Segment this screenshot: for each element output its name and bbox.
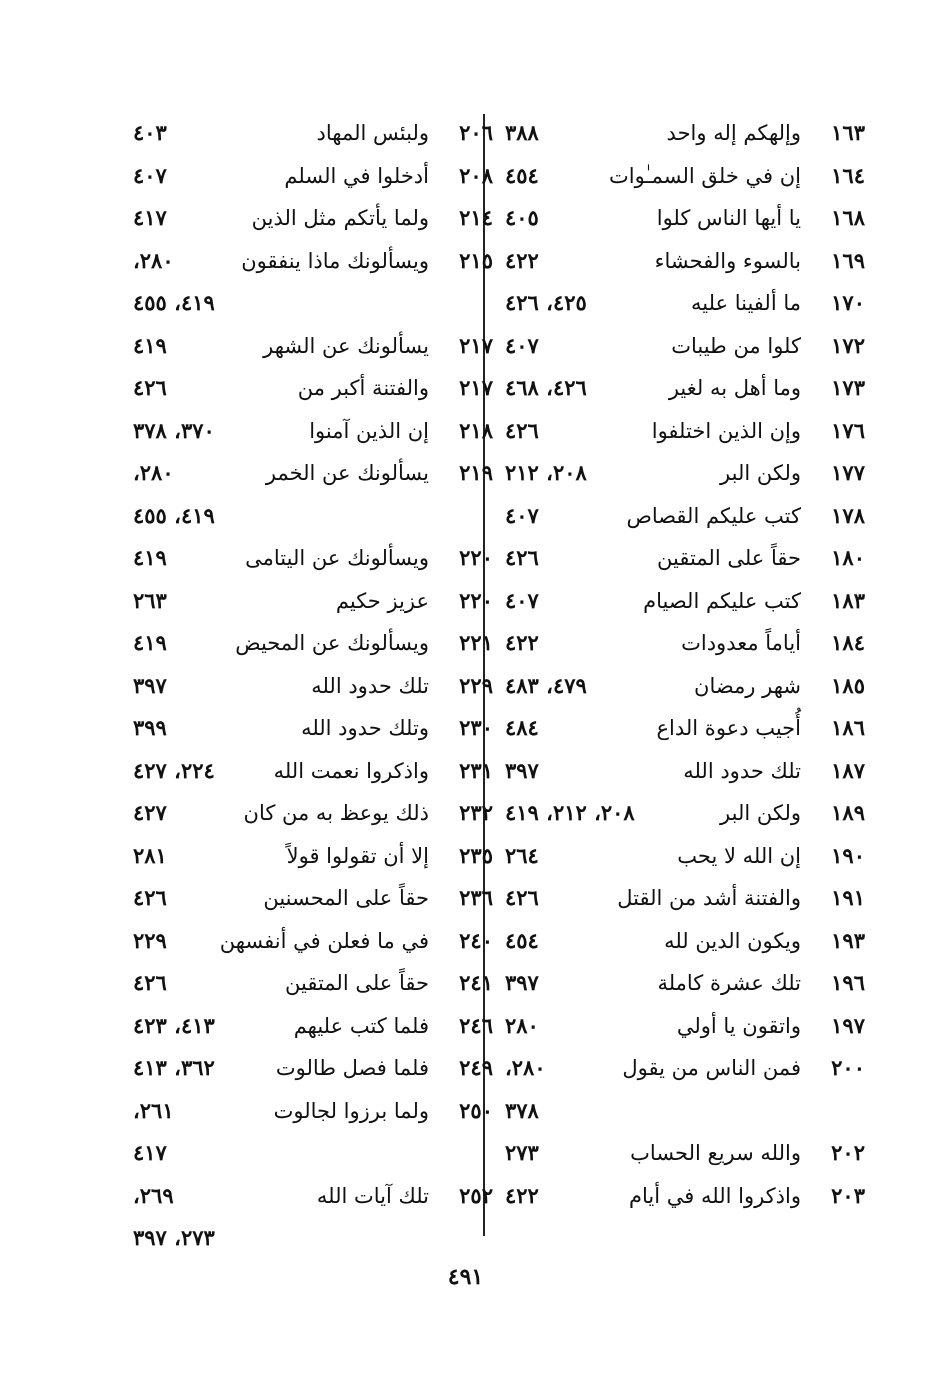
index-entry [505,792,865,835]
verse-text: ما ألفينا عليه [690,291,801,315]
verse-text: أياماً معدودات [681,631,801,655]
index-entry [505,707,865,750]
index-entry [133,452,493,495]
page-references: ٣٩٧ [133,672,167,698]
verse-text: وإلهكم إله واحد [666,121,801,145]
page-references: ٤٨٤ [505,715,539,740]
verse-number: ١٩٠ [831,842,865,868]
page-references: ٣٨٨ [505,120,539,145]
verse-number: ٢٤٦ [459,1012,493,1038]
verse-number: ٢٠٠ [831,1055,865,1080]
page-references: ٤٠٧ [505,587,539,613]
index-entry [505,877,865,920]
verse-number: ١٧٦ [831,417,865,443]
index-entry [505,240,865,283]
page-references: ٤٠٧ [505,332,539,358]
verse-text: والفتنة أشد من القتل [617,886,801,910]
verse-number: ٢٢٩ [459,672,493,698]
verse-text: حقاً على المتقين [657,546,801,570]
page-references: ٣٩٧ [505,970,539,995]
verse-number: ٢٤١ [459,970,493,995]
page-references: ٤١٧ [133,1140,167,1165]
index-entry [133,495,493,538]
verse-text: إلا أن تقولوا قولاً [286,843,429,868]
verse-number: ١٧٢ [831,332,865,358]
verse-text: ولكن البر [720,801,801,825]
index-entry [505,1047,865,1090]
page-references: ٢٠٨، ٢١٢ [505,460,587,485]
verse-text: واذكروا نعمت الله [273,758,429,783]
index-column-left [133,112,493,1260]
index-entry [133,367,493,410]
verse-number: ٢٥٠ [459,1097,493,1123]
verse-number: ١٨٧ [831,757,865,783]
index-column-right [505,112,865,1217]
index-entry [133,1175,493,1218]
verse-text: ويسألونك عن المحيض [235,631,429,655]
verse-number: ٢٤٠ [459,927,493,953]
verse-number: ١٧٣ [831,375,865,400]
page-references: ٤٥٤ [505,927,539,953]
index-entry [505,367,865,410]
page-references: ٢٨٠، [505,1055,546,1080]
page-references: ٢٨٠، [133,460,174,485]
index-entry [133,112,493,155]
verse-text: ولما يأتكم مثل الذين [251,206,429,230]
page-references: ٤٧٩، ٤٨٣ [505,672,587,698]
index-entry [505,325,865,368]
verse-number: ٢١٤ [459,205,493,230]
index-entry [505,665,865,708]
index-entry [133,1217,493,1260]
verse-text: واذكروا الله في أيام [629,1183,801,1208]
page-references: ٣٩٧ [505,757,539,783]
verse-number: ١٨٣ [831,587,865,613]
verse-number: ٢١٧ [459,332,493,358]
page-references: ٢٨١ [133,842,167,868]
verse-number: ١٦٣ [831,120,865,145]
index-entry [133,750,493,793]
verse-number: ٢٢١ [459,630,493,655]
page-references: ٢٧٣، ٣٩٧ [133,1225,215,1250]
page-references: ٣٧٠، ٣٧٨ [133,417,215,443]
verse-text: تلك عشرة كاملة [657,971,801,995]
page-references: ٢٦٤ [505,842,539,868]
index-entry [505,112,865,155]
index-entry [133,282,493,325]
verse-text: إن الذين آمنوا [309,418,429,443]
index-entry [133,1005,493,1048]
verse-text: فمن الناس من يقول [622,1056,801,1080]
index-entry [133,1090,493,1133]
page-references: ٤٢٦، ٤٦٨ [505,375,587,400]
verse-text: كتب عليكم القصاص [626,503,801,528]
page-references: ٤١٧ [133,205,167,230]
index-entry [133,792,493,835]
page-references: ٤٢٦ [505,885,539,910]
verse-text: تلك حدود الله [683,758,801,783]
index-entry [133,707,493,750]
index-entry [133,197,493,240]
page-references: ٣٦٢، ٤١٣ [133,1055,215,1080]
index-entry [505,410,865,453]
page-references: ٤٠٣ [133,120,167,145]
index-entry [505,1005,865,1048]
verse-text: ولما برزوا لجالوت [273,1098,429,1123]
verse-text: أدخلوا في السلم [284,163,429,188]
verse-number: ١٨٤ [831,630,865,655]
page-references: ٤٢٥، ٤٢٦ [505,290,587,315]
index-entry [505,750,865,793]
index-entry [505,197,865,240]
index-entry [505,835,865,878]
page-references: ٤٢٢ [505,630,539,655]
page-number: ٤٩١ [447,1264,484,1290]
verse-text: فلما كتب عليهم [293,1013,429,1038]
verse-number: ٢٠٣ [831,1182,865,1208]
verse-number: ١٩٧ [831,1012,865,1038]
verse-text: يسألونك عن الخمر [265,461,429,485]
verse-text: تلك حدود الله [311,673,429,698]
verse-number: ١٩٦ [831,970,865,995]
verse-text: عزيز حكيم [335,588,429,613]
page-references: ٤٠٧ [505,502,539,528]
index-entry [505,155,865,198]
page-references: ٤٠٧ [133,162,167,188]
page-references: ٢٨٠، [133,247,174,273]
verse-text: يا أيها الناس كلوا [656,206,801,230]
verse-text: فلما فصل طالوت [275,1056,429,1080]
page-references: ٢٢٤، ٤٢٧ [133,757,215,783]
index-entry [133,665,493,708]
index-entry [505,962,865,1005]
index-entry [133,1132,493,1175]
verse-number: ١٧٧ [831,460,865,485]
verse-text: وما أهل به لغير [668,376,801,400]
index-entry [133,580,493,623]
verse-number: ١٦٩ [831,247,865,273]
verse-number: ١٧٠ [831,290,865,315]
page-references: ٣٧٨ [505,1097,539,1123]
verse-number: ٢٣١ [459,757,493,783]
verse-text: وإن الذين اختلفوا [651,418,801,443]
verse-number: ١٨٥ [831,672,865,698]
verse-number: ٢٣٥ [459,842,493,868]
page-references: ٤١٩، ٤٥٥ [133,290,215,315]
page-references: ٢٦١، [133,1097,174,1123]
index-entry [133,622,493,665]
verse-number: ٢٣٢ [459,800,493,825]
verse-number: ١٨٩ [831,800,865,825]
page-references: ٢٦٣ [133,587,167,613]
verse-text: إن الله لا يحب [677,843,801,868]
verse-text: في ما فعلن في أنفسهن [219,928,429,953]
index-entry [505,452,865,495]
verse-number: ٢١٩ [459,460,493,485]
verse-text: أُجيب دعوة الداع [656,716,801,740]
verse-number: ٢١٥ [459,247,493,273]
verse-number: ٢١٧ [459,375,493,400]
verse-text: ويسألونك ماذا ينفقون [241,248,429,273]
page-references: ٤١٣، ٤٢٣ [133,1012,215,1038]
verse-text: حقاً على المحسنين [263,886,429,910]
page-references: ٣٩٩ [133,715,167,740]
page-references: ٢٠٨، ٢١٢، ٤١٩ [505,800,635,825]
verse-number: ٢١٨ [459,417,493,443]
index-entry [133,1047,493,1090]
index-entry [133,155,493,198]
verse-number: ١٨٦ [831,715,865,740]
index-entry [505,282,865,325]
verse-number: ١٧٨ [831,502,865,528]
verse-text: كتب عليكم الصيام [643,588,801,613]
index-entry [505,1132,865,1175]
page-references: ٤٢٦ [133,970,167,995]
page-references: ٤٢٢ [505,1182,539,1208]
page-references: ٤١٩ [133,630,167,655]
page-references: ٤١٩، ٤٥٥ [133,502,215,528]
page-references: ٤٢٧ [133,800,167,825]
index-entry [505,580,865,623]
index-entry [133,962,493,1005]
page-references: ٤١٩ [133,545,167,570]
page-references: ٤٢٦ [133,375,167,400]
verse-text: بالسوء والفحشاء [654,248,801,273]
page-references: ٤٢٦ [133,885,167,910]
index-entry [133,920,493,963]
verse-text: ويسألونك عن اليتامى [245,546,429,570]
verse-number: ٢٤٩ [459,1055,493,1080]
page-references: ٤٠٥ [505,205,539,230]
index-entry [505,1090,865,1133]
verse-number: ١٩١ [831,885,865,910]
index-entry [505,1175,865,1218]
verse-number: ٢٠٨ [459,162,493,188]
page-references: ٢٢٩ [133,927,167,953]
page-references: ٤٢٢ [505,247,539,273]
verse-number: ٢٥٢ [459,1182,493,1208]
verse-text: ولكن البر [720,461,801,485]
index-entry [133,410,493,453]
index-entry [133,835,493,878]
verse-text: حقاً على المتقين [285,971,429,995]
index-entry [505,622,865,665]
verse-text: تلك آيات الله [316,1183,429,1208]
verse-number: ١٨٠ [831,545,865,570]
verse-text: ذلك يوعظ به من كان [243,801,429,825]
index-entry [505,537,865,580]
verse-number: ٢٠٢ [831,1140,865,1165]
index-entry [505,495,865,538]
index-entry [133,537,493,580]
index-entry [133,877,493,920]
verse-number: ١٦٨ [831,205,865,230]
verse-text: كلوا من طيبات [671,333,801,358]
verse-text: وتلك حدود الله [301,716,429,740]
verse-text: يسألونك عن الشهر [263,333,429,358]
page-references: ٤٥٤ [505,162,539,188]
verse-text: واتقون يا أولي [676,1013,801,1038]
verse-text: ويكون الدين لله [664,928,801,953]
verse-number: ١٩٣ [831,927,865,953]
verse-number: ٢٢٠ [459,545,493,570]
verse-number: ١٦٤ [831,162,865,188]
index-entry [133,240,493,283]
page-references: ٢٧٣ [505,1140,539,1165]
page-references: ٢٨٠ [505,1012,539,1038]
verse-number: ٢٣٦ [459,885,493,910]
index-entry [505,920,865,963]
verse-text: شهر رمضان [694,673,801,698]
verse-number: ٢٠٦ [459,120,493,145]
verse-number: ٢٣٠ [459,715,493,740]
verse-number: ٢٢٠ [459,587,493,613]
verse-text: والله سريع الحساب [630,1141,801,1165]
page-references: ٢٦٩، [133,1182,174,1208]
page-references: ٤١٩ [133,332,167,358]
page-references: ٤٢٦ [505,545,539,570]
index-entry [133,325,493,368]
verse-text: ولبئس المهاد [316,121,429,145]
verse-text: والفتنة أكبر من [297,376,429,400]
verse-text: إن في خلق السمـٰوات [609,163,801,188]
page-references: ٤٢٦ [505,417,539,443]
